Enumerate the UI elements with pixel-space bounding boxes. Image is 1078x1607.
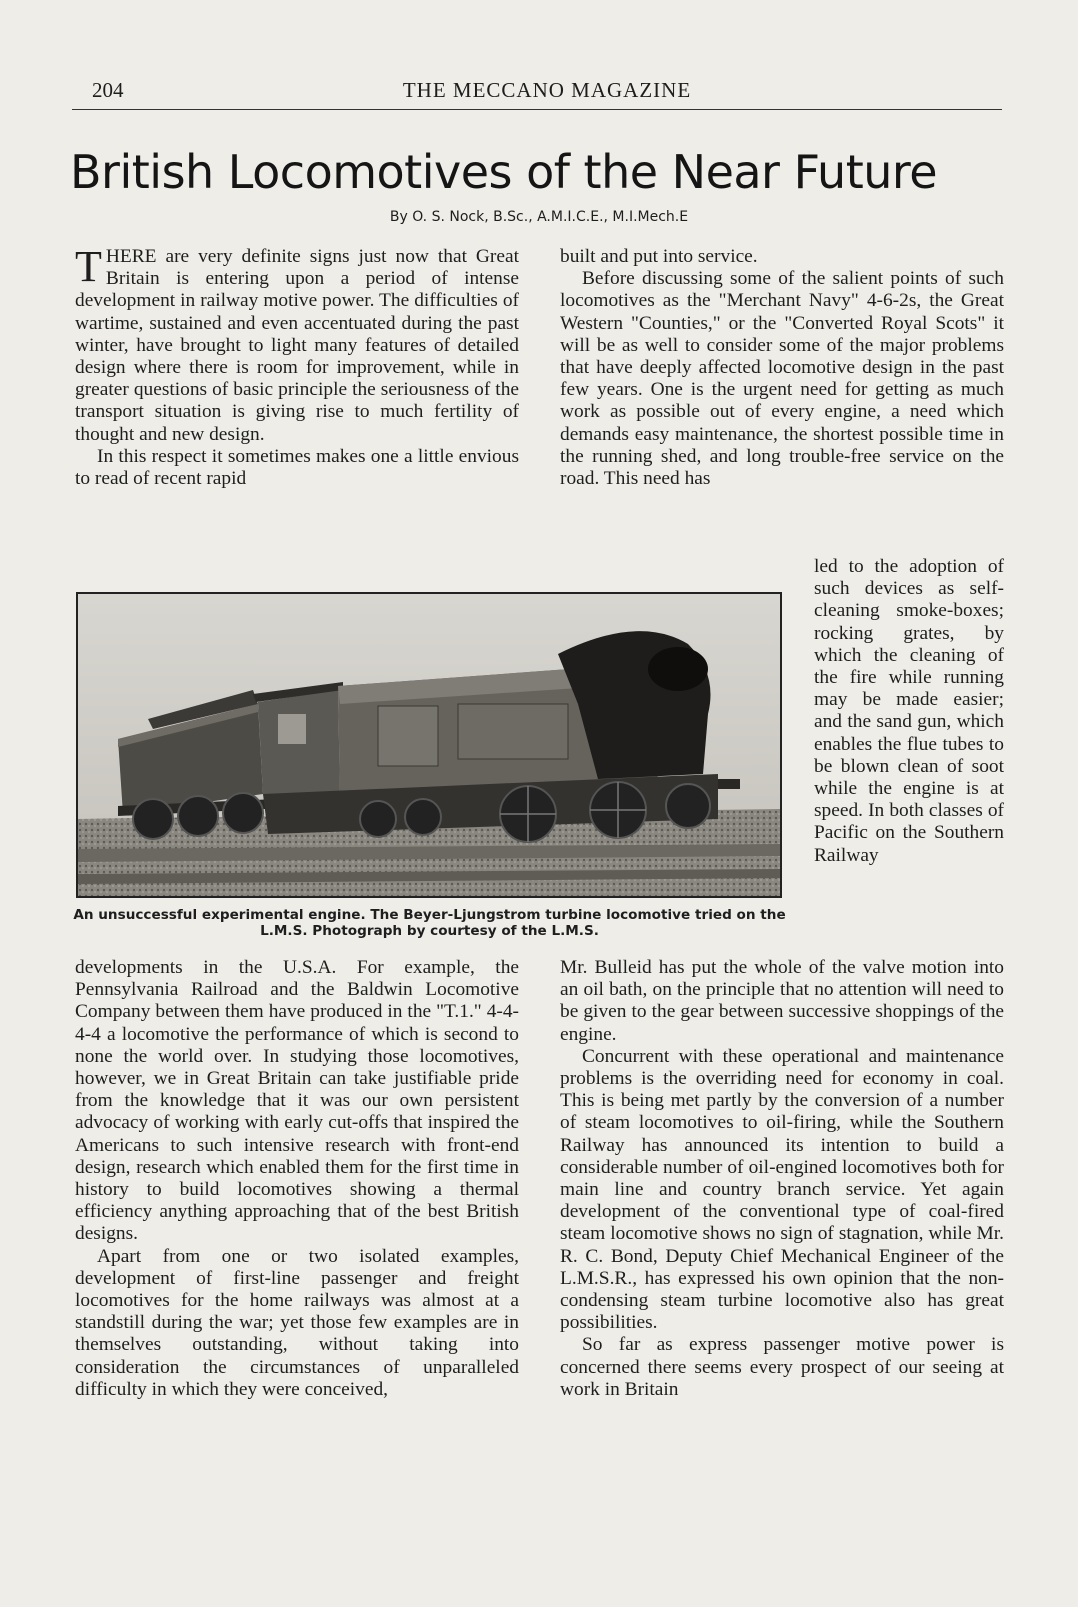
paragraph: So far as express passenger motive power is concerned there seems every prospect of our seeing at work in Britain xyxy=(560,1334,1004,1400)
photo-caption: An unsuccessful experimental engine. The Beyer-Ljungstrom turbine locomotive tried on the L.M.S. Photograph by courtesy of the L.M.S. xyxy=(73,907,786,939)
paragraph: Mr. Bulleid has put the whole of the valve motion into an oil bath, on the principle that no attention will need to be given to the gear between successive shoppings of the engine. xyxy=(560,957,1004,1045)
page-header xyxy=(92,78,1002,108)
paragraph: Apart from one or two isolated examples, development of first-line passenger and freight locomotives for the home railways was almost at a standstill during the war; yet those few examples are in themselves outstanding, without taking into consideration the circumstances of unparalleled difficulty in which they were conceived, xyxy=(75,1245,519,1400)
left-column-top xyxy=(75,242,519,490)
turbine-locomotive-image xyxy=(78,594,780,896)
paragraph: developments in the U.S.A. For example, the Pennsylvania Railroad and the Baldwin Locomotive Company between them have produced in the "T.1." 4-4-4-4 a locomotive the performance of which is second to none the world over. In studying those locomotives, however, we in Great Britain can take justifiable pride from the knowledge that it was our own persistent advocacy of working with early cut-offs that inspired the Americans to such intensive research with front-end design, research which enabled them for the first time in history to build locomotives showing a thermal efficiency anything approaching that of the best British designs. xyxy=(75,957,519,1245)
paragraph xyxy=(75,242,519,446)
right-column-top xyxy=(560,246,1004,490)
paragraph: Before discussing some of the salient points of such locomotives as the "Merchant Navy" 4-6-2s, the Great Western "Counties," or the "Converted Royal Scots" it will be as well to consider some of the major problems that have deeply affected locomotive design in the past few years. One is the urgent need for getting as much work as possible out of every engine, a need which demands easy maintenance, the shortest possible time in the running shed, and long trouble-free service on the road. This need has xyxy=(560,268,1004,490)
page-number: 204 xyxy=(92,78,124,102)
paragraph: Concurrent with these operational and maintenance problems is the overriding need for economy in coal. This is being met partly by the conversion of a number of steam locomotives to oil-firing, while the Southern Railway has announced its intention to build a considerable number of oil-engined locomotives both for main line and country branch service. Yet again development of the conventional type of coal-fired steam locomotive shows no sign of stagnation, while Mr. R. C. Bond, Deputy Chief Mechanical Engineer of the L.M.S.R., has expressed his own opinion that the non-condensing steam turbine locomotive also has great possibilities. xyxy=(560,1045,1004,1334)
drop-cap: T xyxy=(75,242,102,291)
header-divider xyxy=(72,109,1002,110)
left-column-bottom xyxy=(75,957,519,1401)
paragraph: built and put into service. xyxy=(560,246,758,267)
article-title: British Locomotives of the Near Future xyxy=(70,145,938,199)
side-column xyxy=(814,556,1004,867)
article-byline: By O. S. Nock, B.Sc., A.M.I.C.E., M.I.Mech.E xyxy=(389,209,689,225)
paragraph-text: HERE are very definite signs just now that Great Britain is entering upon a period of intense development in railway motive power. The difficulties of wartime, sustained and even accentuated during the past winter, have brought to light many features of detailed design where there is room for improvement, while in greater questions of basic principle the seriousness of the transport situation is giving rise to much fertility of thought and new design. xyxy=(75,246,519,445)
magazine-name: THE MECCANO MAGAZINE xyxy=(402,78,692,102)
paragraph: In this respect it sometimes makes one a little envious to read of recent rapid xyxy=(75,445,519,490)
right-column-bottom xyxy=(560,957,1004,1401)
paragraph: led to the adoption of such devices as self-cleaning smoke-boxes; rocking grates, by which the cleaning of the fire while running may be made easier; and the sand gun, which enables the flue tubes to be blown clean of soot while the engine is at speed. In both classes of Pacific on the Southern Railway xyxy=(814,556,1004,866)
locomotive-photo xyxy=(76,592,782,898)
